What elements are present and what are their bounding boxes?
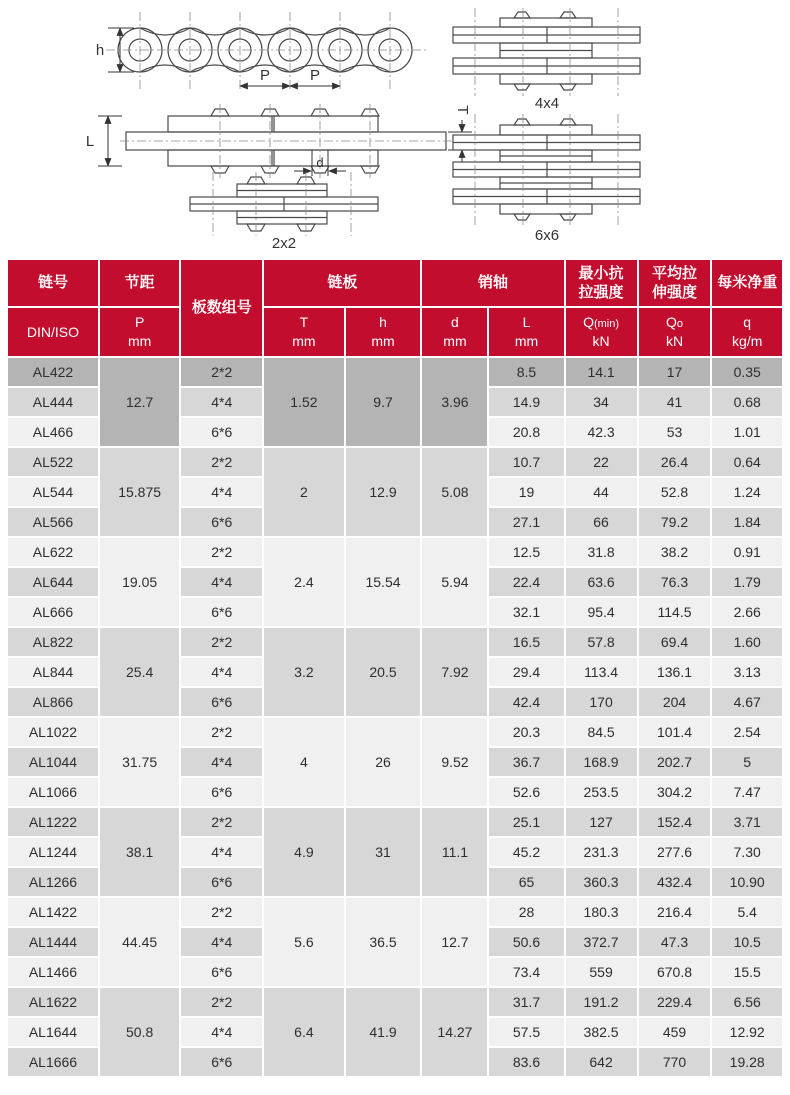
chain-spec-table — [6, 258, 784, 1078]
min-tensile-cell: 14.1 — [566, 358, 637, 386]
header-plate-combination: 板数组号 — [181, 260, 262, 356]
chain-no-cell: AL544 — [8, 478, 98, 506]
min-tensile-cell: 42.3 — [566, 418, 637, 446]
pitch-cell: 15.875 — [100, 448, 179, 536]
pitch-cell: 38.1 — [100, 808, 179, 896]
plates-cell: 2*2 — [181, 448, 262, 476]
chain-no-cell: AL822 — [8, 628, 98, 656]
chain-no-cell: AL1244 — [8, 838, 98, 866]
avg-tensile-cell: 52.8 — [639, 478, 711, 506]
lacing-label-2x2: 2x2 — [271, 235, 297, 252]
top-view-centerlines — [120, 104, 452, 178]
weight-cell: 15.5 — [712, 958, 782, 986]
plate-thickness-cell: 4.9 — [264, 808, 343, 896]
avg-tensile-cell: 432.4 — [639, 868, 711, 896]
dim-label-p2: P — [309, 67, 321, 84]
plate-height-cell: 26 — [346, 718, 421, 806]
pitch-cell: 12.7 — [100, 358, 179, 446]
table-row — [8, 718, 782, 746]
d-symbol: d — [451, 314, 459, 331]
pitch-cell: 19.05 — [100, 538, 179, 626]
pin-length-cell: 29.4 — [489, 658, 563, 686]
min-tensile-cell: 84.5 — [566, 718, 637, 746]
chain-no-cell: AL1022 — [8, 718, 98, 746]
weight-cell: 19.28 — [712, 1048, 782, 1076]
avg-tensile-cell: 79.2 — [639, 508, 711, 536]
plate-height-cell: 41.9 — [346, 988, 421, 1076]
q-unit: kg/m — [732, 333, 763, 349]
plates-cell: 4*4 — [181, 568, 262, 596]
pin-diameter-cell: 5.94 — [422, 538, 487, 626]
header-pitch: 节距 — [100, 260, 179, 306]
t-unit: mm — [292, 333, 316, 349]
dim-label-d: d — [316, 155, 324, 170]
table-row — [8, 628, 782, 656]
avg-tensile-line2: 伸强度 — [651, 284, 697, 301]
table-row — [8, 988, 782, 1016]
pin-length-cell: 19 — [489, 478, 563, 506]
plate-thickness-cell: 3.2 — [264, 628, 343, 716]
chain-no-cell: AL1222 — [8, 808, 98, 836]
subheader-qo — [639, 308, 711, 356]
min-tensile-cell: 127 — [566, 808, 637, 836]
lacing-label-4x4: 4x4 — [534, 95, 560, 112]
avg-tensile-cell: 114.5 — [639, 598, 711, 626]
header-weight: 每米净重 — [712, 260, 782, 306]
d-unit: mm — [443, 333, 467, 349]
plate-thickness-cell: 6.4 — [264, 988, 343, 1076]
pin-length-cell: 42.4 — [489, 688, 563, 716]
min-tensile-line2: 拉强度 — [578, 284, 624, 301]
avg-tensile-cell: 26.4 — [639, 448, 711, 476]
qmin-symbol: Q — [583, 314, 594, 331]
plates-cell: 6*6 — [181, 778, 262, 806]
pin-diameter-cell: 12.7 — [422, 898, 487, 986]
pin-length-cell: 45.2 — [489, 838, 563, 866]
chain-no-cell: AL1444 — [8, 928, 98, 956]
technical-drawings — [0, 0, 790, 258]
p-symbol: P — [134, 314, 145, 331]
chain-no-cell: AL622 — [8, 538, 98, 566]
pin-length-cell: 36.7 — [489, 748, 563, 776]
side-view-dimensions — [108, 28, 340, 86]
plates-cell: 4*4 — [181, 388, 262, 416]
plates-cell: 6*6 — [181, 958, 262, 986]
avg-tensile-cell: 277.6 — [639, 838, 711, 866]
chain-no-cell: AL444 — [8, 388, 98, 416]
weight-cell: 7.47 — [712, 778, 782, 806]
pin-length-cell: 28 — [489, 898, 563, 926]
pitch-cell: 44.45 — [100, 898, 179, 986]
pin-length-cell: 73.4 — [489, 958, 563, 986]
pin-diameter-cell: 9.52 — [422, 718, 487, 806]
plates-cell: 4*4 — [181, 928, 262, 956]
t-symbol: T — [299, 314, 309, 331]
chain-no-cell: AL1266 — [8, 868, 98, 896]
plate-thickness-cell: 1.52 — [264, 358, 343, 446]
header-avg-tensile — [639, 260, 711, 306]
chain-no-cell: AL866 — [8, 688, 98, 716]
pitch-cell: 31.75 — [100, 718, 179, 806]
plates-cell: 2*2 — [181, 988, 262, 1016]
avg-tensile-cell: 152.4 — [639, 808, 711, 836]
chain-no-cell: AL1422 — [8, 898, 98, 926]
min-tensile-cell: 66 — [566, 508, 637, 536]
pin-length-cell: 50.6 — [489, 928, 563, 956]
plates-cell: 2*2 — [181, 628, 262, 656]
pin-diameter-cell: 14.27 — [422, 988, 487, 1076]
min-tensile-cell: 168.9 — [566, 748, 637, 776]
chain-no-cell: AL1066 — [8, 778, 98, 806]
subheader-l — [489, 308, 563, 356]
weight-cell: 10.90 — [712, 868, 782, 896]
avg-tensile-cell: 38.2 — [639, 538, 711, 566]
dim-label-t: T — [454, 105, 471, 115]
pin-length-cell: 65 — [489, 868, 563, 896]
qo-symbol-small: o — [676, 318, 683, 331]
table-row — [8, 538, 782, 566]
min-tensile-cell: 95.4 — [566, 598, 637, 626]
chain-no-cell: AL566 — [8, 508, 98, 536]
min-tensile-cell: 34 — [566, 388, 637, 416]
chain-drawings-svg — [0, 0, 790, 258]
weight-cell: 0.68 — [712, 388, 782, 416]
table-row — [8, 448, 782, 476]
min-tensile-cell: 191.2 — [566, 988, 637, 1016]
pin-length-cell: 20.3 — [489, 718, 563, 746]
min-tensile-cell: 231.3 — [566, 838, 637, 866]
weight-cell: 1.01 — [712, 418, 782, 446]
weight-cell: 5 — [712, 748, 782, 776]
plate-height-cell: 31 — [346, 808, 421, 896]
pin-diameter-cell: 3.96 — [422, 358, 487, 446]
dim-label-l: L — [85, 133, 95, 150]
min-tensile-cell: 44 — [566, 478, 637, 506]
min-tensile-cell: 63.6 — [566, 568, 637, 596]
chain-no-cell: AL522 — [8, 448, 98, 476]
plates-cell: 6*6 — [181, 418, 262, 446]
lacing-4x4-diagram — [453, 12, 640, 90]
plates-cell: 6*6 — [181, 688, 262, 716]
plates-cell: 2*2 — [181, 538, 262, 566]
pin-length-cell: 8.5 — [489, 358, 563, 386]
weight-cell: 12.92 — [712, 1018, 782, 1046]
min-tensile-cell: 180.3 — [566, 898, 637, 926]
pin-length-cell: 14.9 — [489, 388, 563, 416]
pin-length-cell: 12.5 — [489, 538, 563, 566]
plates-cell: 4*4 — [181, 658, 262, 686]
min-tensile-cell: 57.8 — [566, 628, 637, 656]
weight-cell: 6.56 — [712, 988, 782, 1016]
plate-height-cell: 9.7 — [346, 358, 421, 446]
pin-length-cell: 57.5 — [489, 1018, 563, 1046]
pin-length-cell: 25.1 — [489, 808, 563, 836]
q-symbol: q — [743, 314, 752, 331]
header-min-tensile — [566, 260, 637, 306]
lacing-4x4-centerlines — [475, 8, 618, 96]
header-chain-no: 链号 — [8, 260, 98, 306]
chain-no-cell: AL1044 — [8, 748, 98, 776]
avg-tensile-cell: 41 — [639, 388, 711, 416]
min-tensile-line1: 最小抗 — [578, 264, 624, 282]
min-tensile-cell: 559 — [566, 958, 637, 986]
plate-thickness-cell: 5.6 — [264, 898, 343, 986]
plate-height-cell: 20.5 — [346, 628, 421, 716]
subheader-t — [264, 308, 343, 356]
plates-cell: 2*2 — [181, 718, 262, 746]
dim-label-p1: P — [259, 67, 271, 84]
avg-tensile-cell: 17 — [639, 358, 711, 386]
weight-cell: 0.91 — [712, 538, 782, 566]
pitch-cell: 25.4 — [100, 628, 179, 716]
weight-cell: 2.66 — [712, 598, 782, 626]
weight-cell: 2.54 — [712, 718, 782, 746]
avg-tensile-cell: 69.4 — [639, 628, 711, 656]
pitch-cell: 50.8 — [100, 988, 179, 1076]
spec-table-container — [0, 258, 790, 1078]
chain-no-cell: AL1622 — [8, 988, 98, 1016]
plates-cell: 4*4 — [181, 748, 262, 776]
chain-no-cell: AL844 — [8, 658, 98, 686]
table-header — [8, 260, 782, 356]
qmin-unit: kN — [592, 333, 610, 349]
qo-symbol: Q — [665, 314, 677, 331]
plate-height-cell: 12.9 — [346, 448, 421, 536]
lacing-2x2-diagram — [190, 177, 378, 231]
top-view-dimensions — [98, 116, 472, 176]
plates-cell: 4*4 — [181, 1018, 262, 1046]
header-pin: 销轴 — [422, 260, 563, 306]
pin-length-cell: 20.8 — [489, 418, 563, 446]
min-tensile-cell: 360.3 — [566, 868, 637, 896]
pin-length-cell: 27.1 — [489, 508, 563, 536]
avg-tensile-line1: 平均拉 — [651, 264, 697, 282]
p-unit: mm — [127, 333, 152, 349]
weight-cell: 1.24 — [712, 478, 782, 506]
avg-tensile-cell: 229.4 — [639, 988, 711, 1016]
weight-cell: 7.30 — [712, 838, 782, 866]
plates-cell: 6*6 — [181, 1048, 262, 1076]
plates-cell: 4*4 — [181, 838, 262, 866]
avg-tensile-cell: 304.2 — [639, 778, 711, 806]
weight-cell: 1.79 — [712, 568, 782, 596]
weight-cell: 1.84 — [712, 508, 782, 536]
plates-cell: 2*2 — [181, 898, 262, 926]
pin-diameter-cell: 7.92 — [422, 628, 487, 716]
avg-tensile-cell: 770 — [639, 1048, 711, 1076]
pin-length-cell: 22.4 — [489, 568, 563, 596]
subheader-p — [100, 308, 179, 356]
qo-unit: kN — [665, 333, 684, 349]
plates-cell: 6*6 — [181, 508, 262, 536]
plate-thickness-cell: 4 — [264, 718, 343, 806]
subheader-h — [346, 308, 421, 356]
chain-no-cell: AL1644 — [8, 1018, 98, 1046]
plate-thickness-cell: 2 — [264, 448, 343, 536]
subheader-qmin — [566, 308, 637, 356]
min-tensile-cell: 31.8 — [566, 538, 637, 566]
h-symbol: h — [379, 314, 387, 331]
avg-tensile-cell: 204 — [639, 688, 711, 716]
avg-tensile-cell: 459 — [639, 1018, 711, 1046]
pin-length-cell: 16.5 — [489, 628, 563, 656]
avg-tensile-cell: 101.4 — [639, 718, 711, 746]
weight-cell: 0.35 — [712, 358, 782, 386]
pin-diameter-cell: 5.08 — [422, 448, 487, 536]
plates-cell: 2*2 — [181, 808, 262, 836]
avg-tensile-cell: 53 — [639, 418, 711, 446]
plate-height-cell: 15.54 — [346, 538, 421, 626]
header-link-plate: 链板 — [264, 260, 420, 306]
pin-length-cell: 83.6 — [489, 1048, 563, 1076]
chain-no-cell: AL422 — [8, 358, 98, 386]
dim-label-h: h — [95, 42, 105, 59]
weight-cell: 4.67 — [712, 688, 782, 716]
chain-no-cell: AL666 — [8, 598, 98, 626]
qmin-symbol-small: (min) — [593, 318, 620, 331]
plate-height-cell: 36.5 — [346, 898, 421, 986]
l-unit: mm — [514, 333, 539, 349]
plates-cell: 2*2 — [181, 358, 262, 386]
weight-cell: 3.71 — [712, 808, 782, 836]
chain-no-cell: AL1666 — [8, 1048, 98, 1076]
min-tensile-cell: 113.4 — [566, 658, 637, 686]
min-tensile-cell: 372.7 — [566, 928, 637, 956]
table-row — [8, 898, 782, 926]
chain-no-cell: AL1466 — [8, 958, 98, 986]
plate-thickness-cell: 2.4 — [264, 538, 343, 626]
lacing-label-6x6: 6x6 — [534, 227, 560, 244]
weight-cell: 10.5 — [712, 928, 782, 956]
lacing-6x6-diagram — [453, 119, 640, 220]
weight-cell: 5.4 — [712, 898, 782, 926]
pin-diameter-cell: 11.1 — [422, 808, 487, 896]
plates-cell: 4*4 — [181, 478, 262, 506]
spec-table-body — [8, 358, 782, 1076]
min-tensile-cell: 170 — [566, 688, 637, 716]
min-tensile-cell: 382.5 — [566, 1018, 637, 1046]
subheader-q — [712, 308, 782, 356]
plates-cell: 6*6 — [181, 598, 262, 626]
table-row — [8, 358, 782, 386]
subheader-d — [422, 308, 487, 356]
avg-tensile-cell: 136.1 — [639, 658, 711, 686]
pin-length-cell: 52.6 — [489, 778, 563, 806]
pin-length-cell: 10.7 — [489, 448, 563, 476]
chain-no-cell: AL466 — [8, 418, 98, 446]
l-symbol: L — [522, 314, 531, 331]
h-unit: mm — [371, 333, 395, 349]
plates-cell: 6*6 — [181, 868, 262, 896]
subheader-din-iso: DIN/ISO — [8, 308, 98, 356]
weight-cell: 1.60 — [712, 628, 782, 656]
min-tensile-cell: 22 — [566, 448, 637, 476]
avg-tensile-cell: 216.4 — [639, 898, 711, 926]
avg-tensile-cell: 76.3 — [639, 568, 711, 596]
avg-tensile-cell: 202.7 — [639, 748, 711, 776]
chain-no-cell: AL644 — [8, 568, 98, 596]
weight-cell: 3.13 — [712, 658, 782, 686]
min-tensile-cell: 253.5 — [566, 778, 637, 806]
min-tensile-cell: 642 — [566, 1048, 637, 1076]
table-row — [8, 808, 782, 836]
avg-tensile-cell: 47.3 — [639, 928, 711, 956]
pin-length-cell: 32.1 — [489, 598, 563, 626]
weight-cell: 0.64 — [712, 448, 782, 476]
pin-length-cell: 31.7 — [489, 988, 563, 1016]
avg-tensile-cell: 670.8 — [639, 958, 711, 986]
